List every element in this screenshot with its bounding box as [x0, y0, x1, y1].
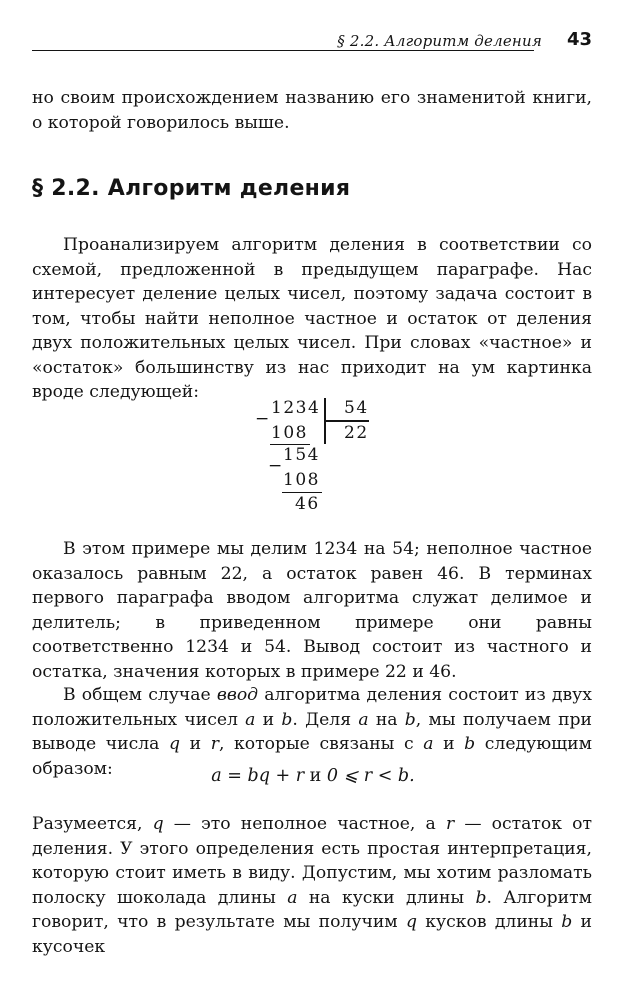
- division-divisor: 54: [344, 398, 369, 418]
- carryover-paragraph: но своим происхождением названию его знаменитой книги, о которой говорилось выше.: [32, 88, 592, 133]
- var-b: b: [404, 709, 416, 730]
- text-run: , мы получаем при выводе числа: [32, 709, 592, 754]
- header-rule: [32, 50, 534, 51]
- text-run: и: [180, 734, 211, 754]
- text-run: на: [368, 709, 405, 730]
- running-head: [32, 30, 592, 52]
- var-a: a: [358, 709, 369, 730]
- var-q: q: [169, 734, 181, 754]
- formula-and: и: [304, 766, 327, 786]
- var-b: b: [464, 734, 476, 754]
- division-subtrahend-2: 108: [283, 470, 320, 490]
- text-run: следующим образом:: [32, 734, 592, 779]
- division-rule-1: [270, 444, 310, 445]
- var-b: b: [561, 912, 573, 932]
- paragraph-4: [32, 812, 592, 959]
- text-run: на куски длины: [297, 887, 476, 908]
- text-run: алгоритма деления состоит из двух положительных чисел: [32, 685, 592, 730]
- text-run: и кусочек: [32, 912, 592, 957]
- division-minus-2: −: [268, 456, 284, 476]
- var-r: r: [445, 814, 455, 834]
- division-quotient: 22: [344, 423, 369, 443]
- text-run: кусков длины: [416, 912, 562, 932]
- var-q: q: [405, 912, 417, 932]
- running-title: § 2.2. Алгоритм деления: [337, 32, 542, 50]
- division-rule-2: [282, 492, 322, 493]
- text-run: и: [255, 709, 282, 730]
- division-dividend: 1234: [271, 398, 321, 418]
- division-vertical-bar: [324, 398, 326, 444]
- division-remainder: 46: [295, 494, 320, 514]
- division-partial: 154: [283, 445, 320, 465]
- emphasis-input: ввод: [216, 685, 259, 705]
- display-formula: [0, 766, 626, 786]
- var-q: q: [152, 814, 164, 834]
- formula-lhs: a = bq + r: [211, 766, 305, 786]
- var-r: r: [210, 734, 219, 754]
- var-b: b: [281, 709, 293, 730]
- var-a: a: [245, 709, 256, 730]
- section-heading: § 2.2. Алгоритм деления: [32, 176, 351, 201]
- paragraph-1: Проанализируем алгоритм деления в соответствии со схемой, предложенной в предыдущем параграфе. Нас интересует деление целых чисел, поэтому задача состоит в том, чтобы найти неполное частное и остаток от деления двух положительных целых чисел. При словах «частное» и «остаток» большинству из нас приходит на ум картинка вроде следующей:: [32, 235, 592, 402]
- text-run: — это неполное частное, а: [163, 814, 446, 834]
- var-b: b: [475, 887, 487, 908]
- var-a: a: [287, 887, 298, 908]
- paragraph-2: В этом примере мы делим 1234 на 54; неполное частное оказалось равным 22, а остаток равен 46. В терминах первого параграфа вводом алгоритма служат делимое и делитель; в приведенном примере они равны соответственно 1234 и 54. Вывод состоит из частного и остатка, значения которых в примере 22 и 46.: [32, 539, 592, 682]
- text-run: , которые связаны с: [218, 734, 424, 754]
- division-subtrahend-1: 108: [271, 423, 308, 443]
- division-quotient-rule: [324, 420, 369, 422]
- text-run: Разумеется,: [32, 814, 153, 834]
- text-run: и: [433, 734, 465, 754]
- text-run: . Алгоритм говорит, что в результате мы получим: [32, 887, 592, 932]
- text-run: — остаток от деления. У этого определения есть простая интерпретация, которую стоит иметь в виду. Допустим, мы хотим разломать полоску шоколада длины: [32, 814, 592, 908]
- page-number: 43: [566, 29, 592, 50]
- text-run: . Деля: [292, 709, 359, 730]
- formula-rhs: 0 ⩽ r < b.: [326, 766, 415, 786]
- var-a: a: [423, 734, 434, 754]
- division-minus-1: −: [255, 409, 271, 429]
- text-run: В общем случае: [63, 685, 217, 705]
